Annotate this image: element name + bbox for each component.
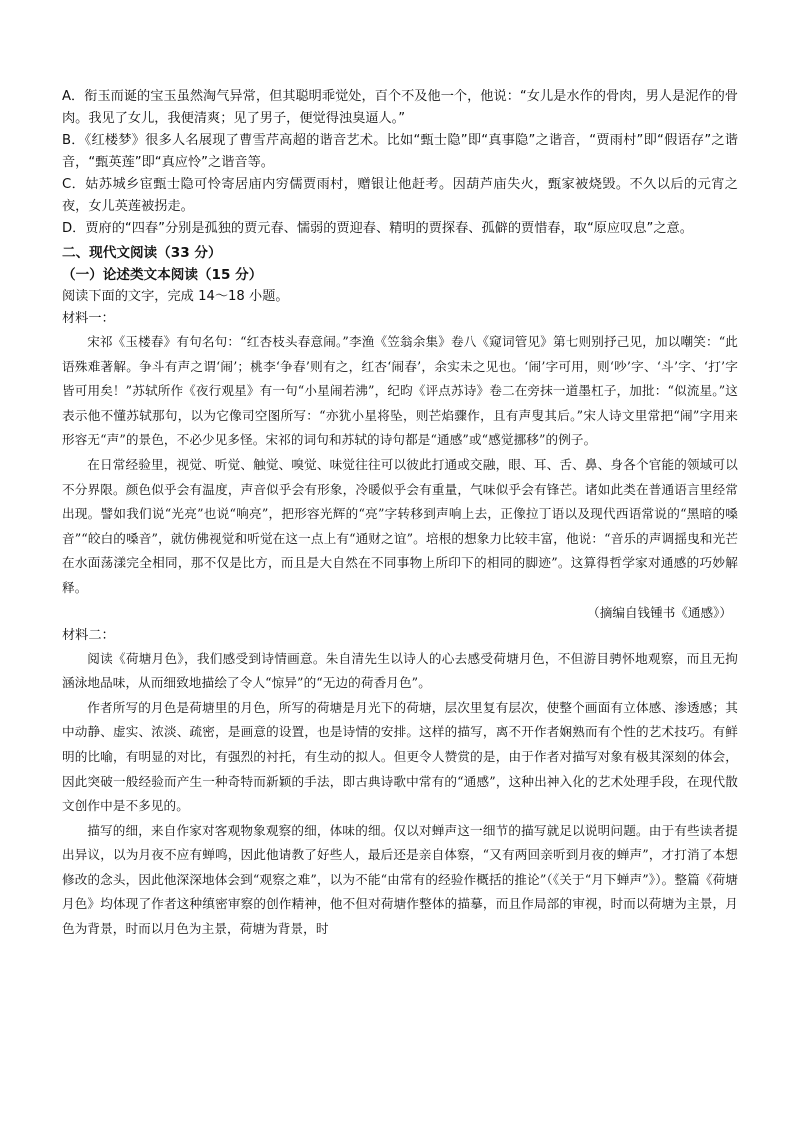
material2-paragraph-2: 作者所写的月色是荷塘里的月色，所写的荷塘是月光下的荷塘，层次里复有层次，使整个画面有立体感、渗透感；其中动静、虚实、浓淡、疏密，是画意的设置，也是诗情的安排。这样的描写，离不开作者娴熟而有个性的艺术技巧。有鲜明的比喻，有明显的对比，有强烈的衬托，有生动的拟人。但更令人赞赏的是，由于作者对描写对象有极其深刻的体会，因此突破一般经验而产生一种奇特而新颖的手法，即古典诗歌中常有的“通感”，这种出神入化的艺术处理手段，在现代散文创作中是不多见的。 xyxy=(62,699,738,814)
material1-source: （摘编自钱锺书《通感》） xyxy=(587,604,732,620)
material2-paragraph-1: 阅读《荷塘月色》，我们感受到诗情画意。朱自清先生以诗人的心去感受荷塘月色，不但游目骋怀地观察，而且无拘涵泳地品味，从而细致地描绘了令人“惊异”的“无边的荷香月色”。 xyxy=(62,650,738,691)
section-subtitle: （一）论述类文本阅读（15 分） xyxy=(62,267,263,283)
material1-paragraph-1: 宋祁《玉楼春》有句名句：“红杏枝头春意闹。”李渔《笠翁余集》卷八《窥词管见》第七则别抒己见，加以嘲笑：“此语殊难著解。争斗有声之谓‘闹’；桃李‘争春’则有之，红杏‘闹春’，余实未之见也。‘闹’字可用，则‘吵’字、‘斗’字、‘打’字皆可用矣！”苏轼所作《夜行观星》有一句“小星闹若沸”，纪昀《评点苏诗》卷二在旁抹一道墨杠子，加批：“似流星。”这表示他不懂苏轼那句，以为它像司空图所写：“亦犹小星将坠，则芒焰骤作，且有声叟其后。”宋人诗文里常把“闹”字用来形容无“声”的景色，不必少见多怪。宋祁的词句和苏轼的诗句都是“通感”或“感觉挪移”的例子。 xyxy=(62,334,738,448)
material1-label: 材料一： xyxy=(62,311,115,326)
material2-label: 材料二： xyxy=(62,627,115,643)
option-a: A．衔玉而诞的宝玉虽然淘气异常，但其聪明乖觉处，百个不及他一个，他说：“女儿是水作的骨肉，男人是泥作的骨肉。我见了女儿，我便清爽；见了男子，便觉得浊臭逼人。” xyxy=(62,89,738,126)
option-d: D．贾府的“四春”分别是孤独的贾元春、懦弱的贾迎春、精明的贾探春、孤僻的贾惜春，取“原应叹息”之意。 xyxy=(62,221,693,236)
material2-paragraph-3: 描写的细，来自作家对客观物象观察的细，体味的细。仅以对蝉声这一细节的描写就足以说明问题。由于有些读者提出异议，以为月夜不应有蝉鸣，因此他请教了好些人，最后还是亲自体察，“又有两回亲听到月夜的蝉声”，才打消了本想修改的念头，因此他深深地体会到“观察之难”，以为不能“由常有的经验作概括的推论”（《关于“月下蝉声”》）。整篇《荷塘月色》均体现了作者这种缜密审察的创作精神，他不但对荷塘作整体的描摹，而且作局部的审视，时而以荷塘为主景，月色为背景，时而以月色为主景，荷塘为背景，时 xyxy=(62,822,738,937)
material1-paragraph-2: 在日常经验里，视觉、听觉、触觉、嗅觉、味觉往往可以彼此打通或交融，眼、耳、舌、鼻、身各个官能的领域可以不分界限。颜色似乎会有温度，声音似乎会有形象，冷暖似乎会有重量，气味似乎会有锋芒。诸如此类在普通语言里经常出现。譬如我们说“光亮”也说“响亮”，把形容光辉的“亮”字转移到声响上去，正像拉丁语以及现代西语常说的“黑暗的嗓音”“皎白的嗓音”，就仿佛视觉和听觉在这一点上有“通财之谊”。培根的想象力比较丰富，他说：“音乐的声调摇曳和光芒在水面荡漾完全相同，那不仅是比方，而且是大自然在不同事物上所印下的相同的脚迹”。这算得哲学家对通感的巧妙解释。 xyxy=(62,456,738,595)
instruction: 阅读下面的文字，完成 14～18 小题。 xyxy=(62,289,289,304)
section-title: 二、现代文阅读（33 分） xyxy=(62,245,222,261)
option-b: B．《红楼梦》很多人名展现了曹雪芹高超的谐音艺术。比如“甄士隐”即“真事隐”之谐音，“贾雨村”即“假语存”之谐音，“甄英莲”即“真应怜”之谐音等。 xyxy=(62,133,738,170)
option-c: C．姑苏城乡宦甄士隐可怜寄居庙内穷儒贾雨村，赠银让他赶考。因葫芦庙失火，甄家被烧毁。不久以后的元宵之夜，女儿英莲被拐走。 xyxy=(62,177,738,214)
